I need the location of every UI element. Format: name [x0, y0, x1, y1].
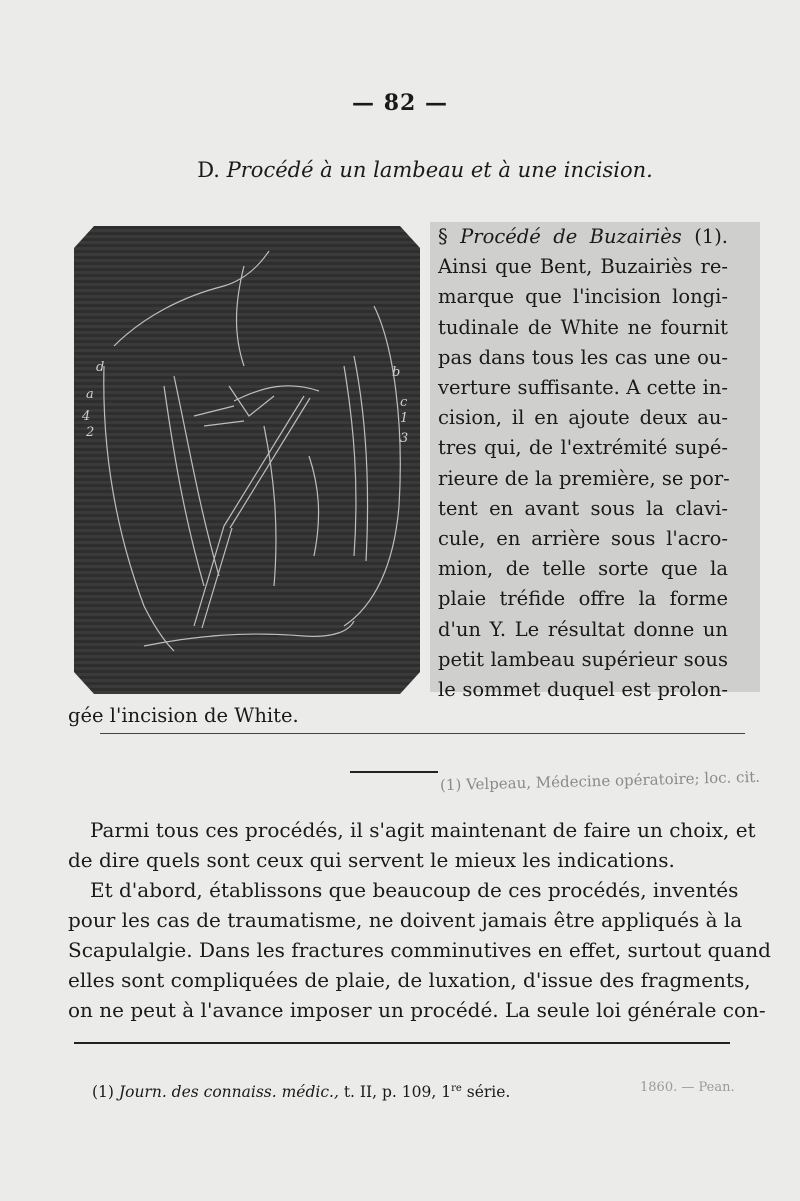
page-number: — 82 — [352, 90, 448, 116]
figure-label-b: b [392, 365, 401, 380]
shoulder-engraving [74, 226, 420, 694]
side-line: mion, de telle sorte que la [438, 557, 728, 581]
section-title [0, 158, 800, 182]
paragraph-line: elles sont compliquées de plaie, de luxation, d'issue des fragments, [68, 968, 751, 992]
side-line: petit lambeau supérieur sous [438, 647, 728, 671]
side-line: tres qui, de l'extrémité supé- [438, 436, 728, 460]
side-line: rieure de la première, se por- [438, 466, 730, 490]
side-heading-text: Procédé de Buzairiès [460, 225, 682, 248]
section-title-text: Procédé à un lambeau et à une incision. [226, 158, 653, 182]
figure-label-d: d [96, 360, 105, 375]
side-line: cision, il en ajoute deux au- [438, 406, 728, 430]
paragraph-line: on ne peut à l'avance imposer un procédé. La seule loi générale con- [68, 998, 766, 1022]
figure-label-3: 3 [400, 431, 409, 446]
paragraph-line: de dire quels sont ceux qui servent le mieux les indications. [68, 848, 675, 872]
paragraph-1 [68, 815, 756, 875]
footnote-mark: (1) [92, 1083, 114, 1102]
footnote-series-num: 1 [441, 1083, 452, 1102]
side-line: plaie tréfide offre la forme [438, 587, 728, 611]
figure-label-2: 2 [86, 425, 95, 440]
short-rule [350, 771, 438, 773]
side-line: tudinale de White ne fournit [438, 315, 728, 339]
side-line: le sommet duquel est prolon- [438, 678, 728, 702]
side-line: pas dans tous les cas une ou- [438, 345, 728, 369]
anatomical-figure [74, 226, 420, 694]
side-heading [438, 222, 728, 252]
side-line: Ainsi que Bent, Buzairiès re- [438, 255, 728, 279]
paragraph-2 [68, 875, 771, 1025]
side-line: d'un Y. Le résultat donne un [438, 617, 728, 641]
paragraph-line: Scapulalgie. Dans les fractures comminutives en effet, surtout quand [68, 938, 771, 962]
paragraph-line: pour les cas de traumatisme, ne doivent jamais être appliqués à la [68, 908, 743, 932]
bleed-through-footnote: 1860. — Pean. [640, 1080, 735, 1095]
footnote-details: t. II, p. 109, [343, 1083, 437, 1102]
side-line: tent en avant sous la clavi- [438, 496, 728, 520]
section-label: D. [197, 158, 220, 182]
side-line: cule, en arrière sous l'acro- [438, 527, 728, 551]
side-line: verture suffisante. A cette in- [438, 376, 728, 400]
footnote [92, 1083, 510, 1101]
figure-label-4: 4 [82, 409, 91, 424]
figure-label-c: c [400, 395, 408, 410]
paragraph-line: Et d'abord, établissons que beaucoup de ces procédés, inventés [90, 878, 739, 902]
footnote-series: série. [466, 1083, 511, 1102]
side-heading-ref: (1). [694, 225, 729, 248]
footnote-source: Journ. des connaiss. médic., [118, 1083, 339, 1102]
paragraph-line: Parmi tous ces procédés, il s'agit maintenant de faire un choix, et [90, 818, 756, 842]
figure-label-1: 1 [400, 411, 409, 426]
side-column-text [438, 222, 728, 705]
continuation-line: gée l'incision de White. [68, 704, 299, 727]
side-line: marque que l'incision longi- [438, 285, 728, 309]
figure-label-a: a [86, 387, 94, 402]
divider-rule [100, 733, 745, 734]
footnote-series-sup: re [451, 1083, 462, 1094]
footnote-rule [74, 1042, 730, 1044]
bleed-through-text: (1) Velpeau, Médecine opératoire; loc. cit. [439, 767, 761, 795]
section-mark: § [438, 225, 448, 248]
